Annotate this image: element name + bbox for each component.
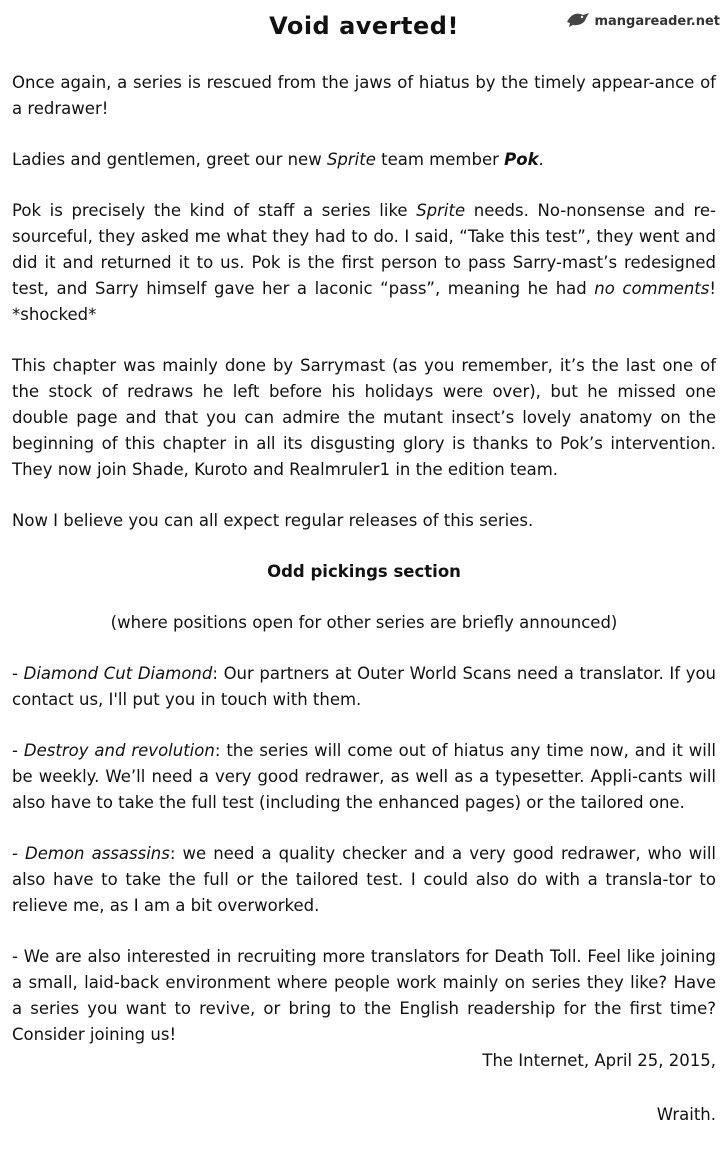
paragraph-diamond: - Diamond Cut Diamond: Our partners at Outer World Scans need a translator. If you contact us, I'll put you in touch with them. [12,664,717,709]
paragraph-chapter: This chapter was mainly done by Sarrymast (as you remember, it’s the last one of the stock of redraws he left before his holidays were over), but he missed one double page and that you can admire the mutant insect’s lovely anatomy on the beginning of this chapter in all its disgusting glory is thanks to Pok’s intervention. They now join Shade, Kuroto and Realmruler1 in the edition team. [12,356,716,479]
section-heading: Odd pickings section [267,562,461,581]
page-title: Void averted! [269,12,459,40]
paragraph-greeting: Ladies and gentlemen, greet our new Sprite team member Pok. [12,150,544,169]
paragraph-pok: Pok is precisely the kind of staff a series like Sprite needs. No-nonsense and re-sourceful, they asked me what they had to do. I said, “Take this test”, they went and did it and returned it to us. Pok is the first person to pass Sarry-mast’s redesigned test, and Sarry himself gave her a laconic “pass”, meaning he had no comments! *shocked* [12,201,716,324]
watermark-text: mangareader.net [594,13,720,29]
paragraph-recruiting: - We are also interested in recruiting more translators for Death Toll. Feel like joining a small, laid-back environment where people work mainly on series they like? Have a series you want to revive, or bring to the English readership for the first time? Consider joining us! [12,947,716,1044]
paragraph-demon: - Demon assassins: we need a quality checker and a very good redrawer, who will also have to take the full or the tailored test. I could also do with a transla-tor to relieve me, as I am a bit overworked. [12,844,716,915]
signature-name: Wraith. [656,1105,716,1124]
paragraph-intro: Once again, a series is rescued from the jaws of hiatus by the timely appear-ance of a redrawer! [12,73,716,118]
signature-place: The Internet, April 25, 2015, [482,1051,716,1070]
body-text [12,70,716,1153]
paragraph-releases: Now I believe you can all expect regular releases of this series. [12,511,534,530]
section-subheading: (where positions open for other series are briefly announced) [110,613,618,632]
paragraph-destroy: - Destroy and revolution: the series will come out of hiatus any time now, and it will be weekly. We’ll need a very good redrawer, as well as a typesetter. Appli-cants will also have to take the full test (including the enhanced pages) or the tailored one. [12,741,716,812]
